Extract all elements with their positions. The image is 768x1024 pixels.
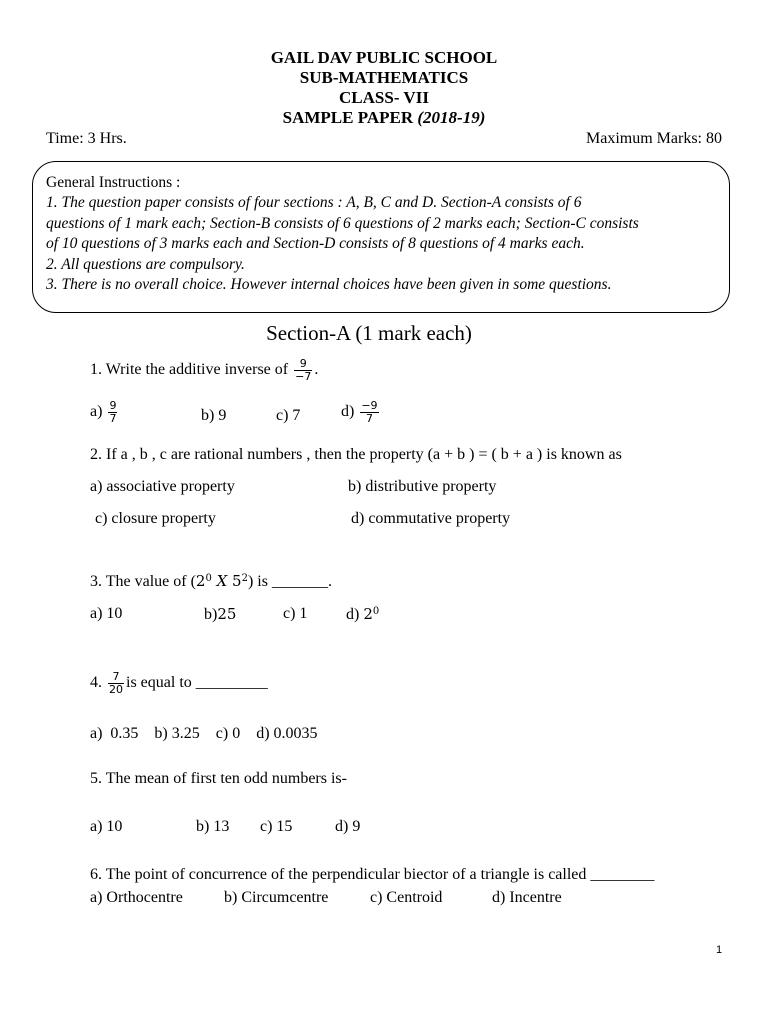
power-base: 2 (363, 605, 373, 623)
question-4-number: 4. (90, 674, 102, 692)
option-a: a) 10 (90, 605, 123, 622)
fraction-numerator: 9 (299, 357, 307, 370)
option-b-value: 25 (217, 605, 237, 623)
question-3 (90, 571, 332, 592)
option-c: c) closure property (95, 510, 216, 527)
option-d-label: d) (341, 403, 355, 421)
exponent-2: 2 (241, 573, 248, 584)
question-2: 2. If a , b , c are rational numbers , then the property (a + b ) = ( b + a ) is known as (90, 446, 622, 463)
instruction-2-text: 2. All questions are compulsory. (46, 256, 245, 273)
option-b: b) 9 (201, 407, 227, 424)
option-a-fraction (108, 400, 117, 425)
option-b: b) 13 (196, 818, 230, 835)
power-expression (196, 572, 248, 590)
option-d-fraction (360, 400, 378, 425)
option-a-label: a) (90, 403, 103, 421)
instruction-3 (46, 275, 726, 296)
instruction-3-text: 3. There is no overall choice. However internal choices have been given in some questions. (46, 276, 612, 293)
multiply-sign: X (211, 572, 233, 590)
option-c: c) Centroid (370, 889, 443, 906)
option-c: c) 15 (260, 818, 293, 835)
exponent-1: 0 (205, 573, 212, 584)
school-name: GAIL DAV PUBLIC SCHOOL (270, 48, 498, 67)
option-c: c) 1 (283, 605, 308, 622)
fraction-denominator: 20 (109, 683, 123, 696)
question-6: 6. The point of concurrence of the perpendicular biector of a triangle is called ________ (90, 866, 655, 883)
max-marks-label: Maximum Marks: 80 (586, 130, 722, 147)
instruction-1b-text: questions of 1 mark each; Section-B consists of 6 questions of 2 marks each; Section-C consists (46, 215, 639, 232)
instruction-1a (46, 193, 726, 214)
option-a: a) associative property (90, 478, 235, 495)
option-a (90, 399, 119, 425)
instruction-1a-text: 1. The question paper consists of four sections : A, B, C and D. Section-A consists of 6 (46, 194, 582, 211)
question-5: 5. The mean of first ten odd numbers is- (90, 770, 347, 787)
instructions-title: General Instructions : (46, 174, 181, 191)
fraction-denominator: 7 (109, 412, 117, 425)
question-3-prefix: 3. The value of ( (90, 573, 196, 590)
page-number: 1 (716, 944, 723, 956)
option-b: b) Circumcentre (224, 889, 329, 906)
question-1-options (90, 400, 119, 425)
instruction-2 (46, 255, 726, 276)
paper-label: SAMPLE PAPER (282, 108, 414, 127)
option-d: d) commutative property (351, 510, 511, 527)
option-d: d) 9 (335, 818, 361, 835)
option-a: a) 10 (90, 818, 123, 835)
base-2: 5 (232, 572, 242, 590)
option-d: d) Incentre (492, 889, 562, 906)
option-c: c) 7 (276, 407, 301, 424)
question-1-fraction (294, 358, 312, 383)
question-4 (90, 671, 268, 696)
question-1-text: 1. Write the additive inverse of (90, 361, 289, 379)
instruction-1c-text: of 10 questions of 3 marks each and Section-D consists of 8 questions of 4 marks each. (46, 235, 585, 252)
question-4-fraction (108, 671, 124, 696)
section-title: Section-A (1 mark each) (266, 321, 472, 345)
option-a: a) Orthocentre (90, 889, 183, 906)
fraction-numerator: 9 (109, 399, 117, 412)
option-b (204, 604, 236, 625)
option-b: b) distributive property (348, 478, 497, 495)
subject-title: SUB-MATHEMATICS (299, 68, 469, 87)
instruction-1b (46, 214, 726, 235)
paper-title (0, 108, 768, 128)
fraction-numerator: 7 (112, 670, 120, 683)
time-label: Time: 3 Hrs. (46, 130, 127, 147)
class-title: CLASS- VII (339, 88, 429, 107)
fraction-denominator: −7 (295, 370, 312, 383)
instruction-1c (46, 234, 726, 255)
power-exponent: 0 (372, 606, 380, 617)
question-3-suffix: ) is _______. (247, 573, 332, 590)
option-d-label: d) (346, 606, 360, 623)
option-d-power (363, 605, 379, 623)
option-d (346, 604, 379, 625)
fraction-numerator: −9 (361, 399, 378, 412)
question-4-options: a) 0.35 b) 3.25 c) 0 d) 0.0035 (90, 725, 318, 742)
base-1: 2 (195, 572, 206, 590)
question-1-end: . (314, 361, 319, 379)
option-d (341, 400, 381, 425)
paper-year: (2018-19) (417, 108, 486, 127)
option-b-label: b) (204, 606, 218, 623)
question-1 (90, 358, 318, 383)
question-4-text: is equal to _________ (126, 674, 268, 692)
fraction-denominator: 7 (360, 412, 378, 425)
